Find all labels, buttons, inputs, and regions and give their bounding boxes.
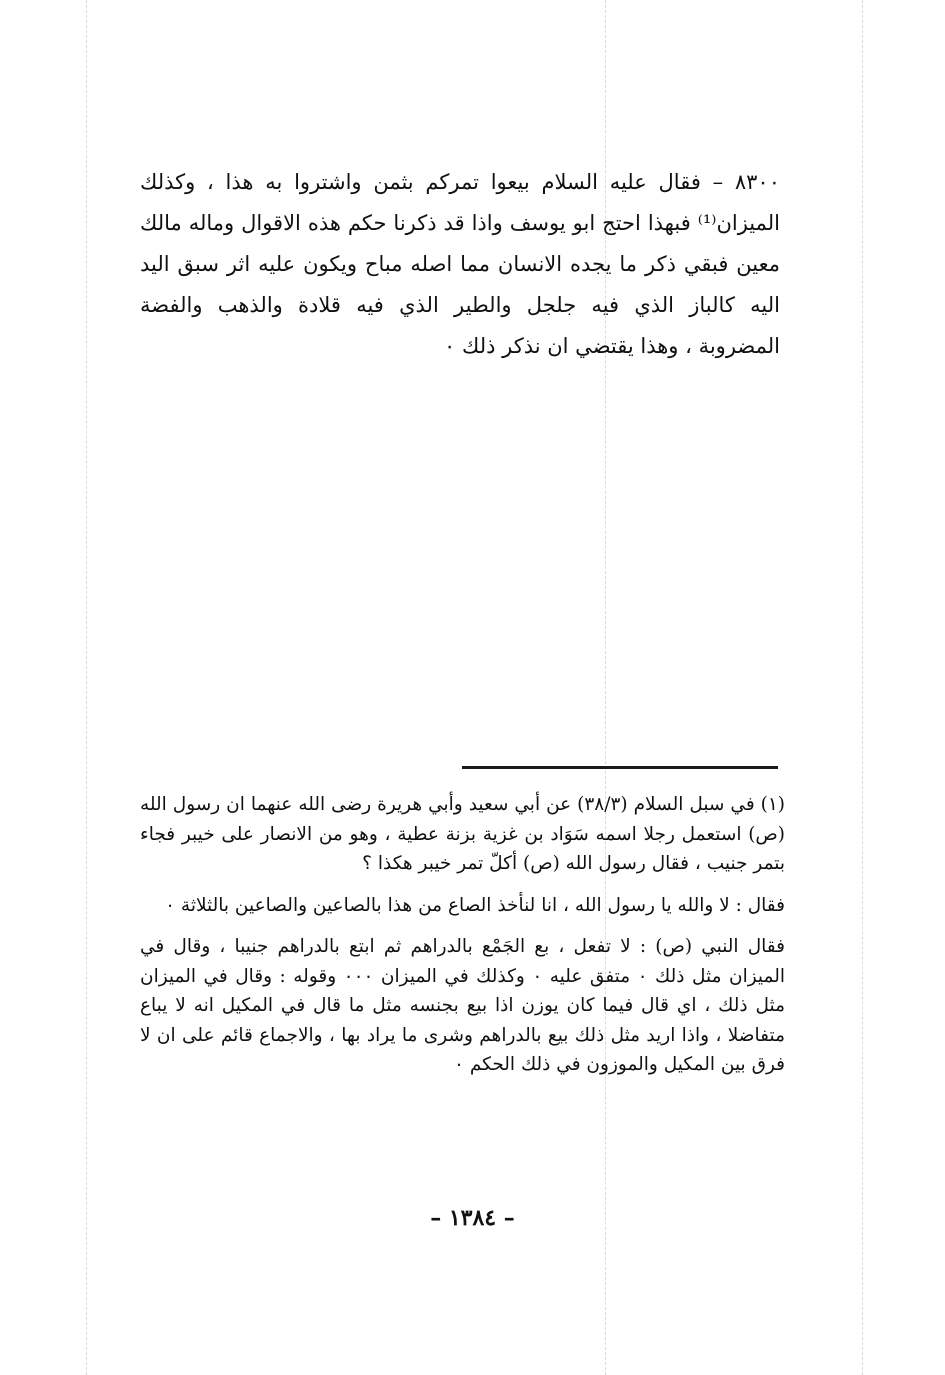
page-number: – ١٣٨٤ – bbox=[430, 1205, 515, 1231]
main-paragraph: ٨٣٠٠ – فقال عليه السلام بيعوا تمركم بثمن واشتروا به هذا ، وكذلك الميزان⁽¹⁾ فبهذا احتج ابو يوسف واذا قد ذكرنا حكم هذه الاقوال وماله مالك معين فبقي ذكر ما يجده الانسان مما اصله مباح ويكون عليه اثر سبق اليد اليه كالباز الذي فيه جلجل والطير الذي فيه قلادة والذهب والفضة المضروبة ، وهذا يقتضي ان نذكر ذلك ٠ bbox=[140, 170, 780, 358]
scan-guide-line bbox=[86, 0, 87, 1375]
footnote-separator bbox=[462, 766, 778, 769]
footnote-paragraph: فقال النبي (ص) : لا تفعل ، بع الجَمْع بالدراهم ثم ابتع بالدراهم جنيبا ، وقال في الميزان مثل ذلك ٠ متفق عليه ٠ وكذلك في الميزان ٠٠٠ وقوله : وقال في الميزان مثل ذلك ، اي قال فيما كان يوزن اذا بيع بجنسه مثل ما قال في المكيل انه لا يباع متفاضلا ، واذا اريد مثل ذلك بيع بالدراهم وشرى ما يراد بها ، والاجماع قائم على ان لا فرق بين المكيل والموزون في ذلك الحكم ٠ bbox=[140, 936, 785, 1075]
footnotes-block bbox=[140, 790, 785, 1092]
footnote-paragraph: (١) في سبل السلام (٣٨/٣) عن أبي سعيد وأبي هريرة رضى الله عنهما ان رسول الله (ص) استعمل رجلا اسمه سَوَاد بن غزية بزنة عطية ، وهو من الانصار على خيبر فجاء بتمر جنيب ، فقال رسول الله (ص) أكلّ تمر خيبر هكذا ؟ bbox=[140, 794, 785, 874]
scan-guide-line bbox=[862, 0, 863, 1375]
main-text-block bbox=[140, 162, 780, 367]
footnote-paragraph: فقال : لا والله يا رسول الله ، انا لنأخذ الصاع من هذا بالصاعين والصاعين بالثلاثة ٠ bbox=[165, 894, 785, 916]
